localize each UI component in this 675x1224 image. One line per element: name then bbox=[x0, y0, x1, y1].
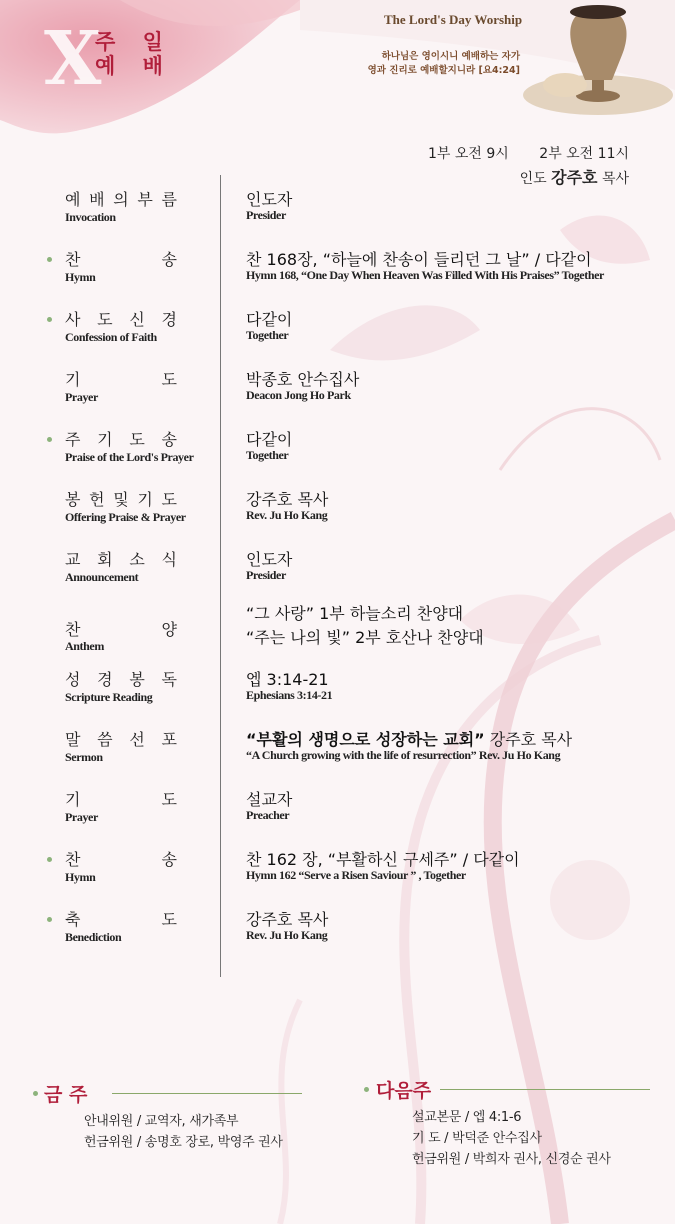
item-detail-english: Preacher bbox=[246, 808, 290, 822]
item-name-char: 주 bbox=[65, 430, 81, 449]
item-name-english: Praise of the Lord's Prayer bbox=[65, 450, 194, 464]
item-detail-korean bbox=[246, 787, 292, 810]
item-name-english: Hymn bbox=[65, 870, 96, 884]
item-detail-text: 박종호 안수집사 bbox=[246, 370, 360, 389]
item-name-char: 찬 bbox=[65, 850, 81, 869]
item-detail-text: 강주호 목사 bbox=[246, 910, 329, 929]
item-name-char: 도 bbox=[161, 370, 177, 389]
item-detail-english: Ephesians 3:14-21 bbox=[246, 688, 333, 702]
item-name-char: 축 bbox=[65, 910, 81, 929]
item-detail-korean bbox=[246, 367, 359, 390]
item-name-english: Announcement bbox=[65, 570, 139, 584]
item-name-korean bbox=[65, 187, 177, 210]
item-name-char: 독 bbox=[161, 670, 177, 689]
item-name-korean bbox=[65, 617, 177, 640]
this-week-bullet bbox=[33, 1091, 38, 1096]
item-detail-text: 강주호 목사 bbox=[246, 490, 329, 509]
order-row bbox=[0, 187, 675, 247]
service-times bbox=[402, 143, 629, 163]
item-detail-korean bbox=[246, 427, 292, 450]
item-name-char: 찬 bbox=[65, 620, 81, 639]
item-name-char: 도 bbox=[161, 490, 177, 509]
item-name-korean bbox=[65, 487, 177, 510]
first-service-time: 1부 오전 9시 bbox=[428, 146, 509, 162]
order-row bbox=[0, 367, 675, 427]
item-name-english: Confession of Faith bbox=[65, 330, 157, 344]
item-detail-text: 엡 3:14-21 bbox=[246, 670, 329, 689]
item-detail-english: Together bbox=[246, 328, 289, 342]
this-week-title: 금 주 bbox=[44, 1084, 88, 1106]
item-name-english: Prayer bbox=[65, 810, 98, 824]
item-name-english: Benediction bbox=[65, 930, 122, 944]
order-row bbox=[0, 907, 675, 967]
this-week-rule bbox=[112, 1093, 302, 1094]
item-name-korean bbox=[65, 427, 177, 450]
item-name-char: 성 bbox=[65, 670, 81, 689]
item-detail-text: “그 사랑” 1부 하늘소리 찬양대 bbox=[246, 604, 464, 623]
item-detail-english: Rev. Ju Ho Kang bbox=[246, 928, 328, 942]
item-name-char: 헌 bbox=[89, 490, 105, 509]
header-cross-mark: X bbox=[44, 16, 102, 102]
item-detail-text: 인도자 bbox=[246, 190, 293, 209]
item-detail-korean bbox=[246, 247, 592, 270]
item-detail-text: 설교자 bbox=[246, 790, 293, 809]
item-name-char: 의 bbox=[113, 190, 129, 209]
order-row bbox=[0, 727, 675, 787]
item-detail-korean bbox=[246, 187, 292, 210]
row-bullet bbox=[47, 857, 52, 862]
item-name-korean bbox=[65, 907, 177, 930]
item-name-char: 교 bbox=[65, 550, 81, 569]
item-detail-english: Hymn 162 “Serve a Risen Saviour ” , Together bbox=[246, 868, 466, 882]
service-leader: 인도 강주호 목사 bbox=[519, 168, 629, 187]
item-detail-korean bbox=[246, 307, 292, 330]
item-name-char: 도 bbox=[161, 910, 177, 929]
item-detail-english: Hymn 168, “One Day When Heaven Was Filled With His Praises” Together bbox=[246, 268, 604, 282]
item-name-char: 선 bbox=[129, 730, 145, 749]
item-name-char: 사 bbox=[65, 310, 81, 329]
item-name-english: Sermon bbox=[65, 750, 103, 764]
item-name-korean bbox=[65, 307, 177, 330]
item-name-char: 포 bbox=[161, 730, 177, 749]
next-week-bullet bbox=[364, 1087, 369, 1092]
item-name-char: 도 bbox=[129, 430, 145, 449]
item-name-char: 기 bbox=[97, 430, 113, 449]
row-bullet bbox=[47, 437, 52, 442]
next-week-item: 기 도 / 박덕준 안수집사 bbox=[412, 1131, 542, 1146]
leader-name: 강주호 bbox=[551, 168, 598, 187]
item-name-char: 찬 bbox=[65, 250, 81, 269]
item-name-char: 도 bbox=[97, 310, 113, 329]
item-detail-text: 강주호 목사 bbox=[484, 730, 573, 749]
item-name-char: 및 bbox=[113, 490, 129, 509]
next-week-rule bbox=[440, 1089, 650, 1090]
item-detail-korean-2: “주는 나의 빛” 2부 호산나 찬양대 bbox=[246, 628, 484, 647]
item-detail-text: 찬 168장, “하늘에 찬송이 들리던 그 날” / 다같이 bbox=[246, 250, 592, 269]
item-name-char: 배 bbox=[89, 190, 105, 209]
item-name-char: 기 bbox=[65, 790, 81, 809]
row-bullet bbox=[47, 917, 52, 922]
item-name-english: Invocation bbox=[65, 210, 116, 224]
item-name-char: 양 bbox=[161, 620, 177, 639]
item-detail-english: Presider bbox=[246, 208, 286, 222]
item-detail-korean bbox=[246, 667, 329, 690]
item-name-char: 부 bbox=[137, 190, 153, 209]
item-name-char: 기 bbox=[137, 490, 153, 509]
item-name-char: 씀 bbox=[97, 730, 113, 749]
item-name-korean bbox=[65, 847, 177, 870]
item-detail-text: 다같이 bbox=[246, 430, 293, 449]
row-bullet bbox=[47, 317, 52, 322]
item-detail-text: 다같이 bbox=[246, 310, 293, 329]
item-name-char: 신 bbox=[129, 310, 145, 329]
item-name-char: 경 bbox=[161, 310, 177, 329]
item-name-char: 도 bbox=[161, 790, 177, 809]
next-week-item: 설교본문 / 엡 4:1-6 bbox=[412, 1110, 522, 1125]
order-row bbox=[0, 787, 675, 847]
item-name-char: 송 bbox=[161, 430, 177, 449]
page-title: 주 일 예 배 bbox=[95, 30, 173, 78]
order-row bbox=[0, 601, 675, 661]
item-detail-korean bbox=[246, 547, 292, 570]
order-row bbox=[0, 487, 675, 547]
item-detail-english: Rev. Ju Ho Kang bbox=[246, 508, 328, 522]
item-name-korean bbox=[65, 667, 177, 690]
item-name-char: 소 bbox=[129, 550, 145, 569]
english-title: The Lord's Day Worship bbox=[384, 12, 523, 27]
header-verse: 하나님은 영이시니 예배하는 자가 영과 진리로 예배할지니라 [요4:24] bbox=[367, 51, 520, 76]
order-row bbox=[0, 427, 675, 487]
item-detail-english: Together bbox=[246, 448, 289, 462]
item-detail-korean bbox=[246, 727, 572, 750]
item-name-char: 봉 bbox=[65, 490, 81, 509]
order-row bbox=[0, 667, 675, 727]
item-name-char: 말 bbox=[65, 730, 81, 749]
item-name-char: 름 bbox=[161, 190, 177, 209]
item-name-char: 회 bbox=[97, 550, 113, 569]
item-name-korean bbox=[65, 547, 177, 570]
item-name-char: 식 bbox=[161, 550, 177, 569]
order-row bbox=[0, 847, 675, 907]
item-detail-english: Presider bbox=[246, 568, 286, 582]
order-row bbox=[0, 547, 675, 607]
item-name-char: 예 bbox=[65, 190, 81, 209]
item-name-korean bbox=[65, 247, 177, 270]
item-detail-english: “A Church growing with the life of resurrection” Rev. Ju Ho Kang bbox=[246, 748, 561, 762]
item-name-english: Anthem bbox=[65, 639, 104, 653]
second-service-time: 2부 오전 11시 bbox=[539, 146, 629, 162]
item-name-korean bbox=[65, 367, 177, 390]
item-detail-text: 인도자 bbox=[246, 550, 293, 569]
order-row bbox=[0, 247, 675, 307]
item-name-english: Prayer bbox=[65, 390, 98, 404]
next-week-item: 헌금위원 / 박희자 권사, 신경순 권사 bbox=[412, 1152, 611, 1167]
item-detail-korean bbox=[246, 907, 328, 930]
item-detail-korean bbox=[246, 847, 520, 870]
item-detail-korean bbox=[246, 601, 463, 624]
item-name-korean bbox=[65, 727, 177, 750]
item-name-char: 송 bbox=[161, 250, 177, 269]
item-detail-text: 찬 162 장, “부활하신 구세주” / 다같이 bbox=[246, 850, 520, 869]
next-week-title: 다음주 bbox=[376, 1080, 432, 1102]
item-name-english: Offering Praise & Prayer bbox=[65, 510, 186, 524]
item-detail-english: Deacon Jong Ho Park bbox=[246, 388, 351, 402]
item-name-english: Scripture Reading bbox=[65, 690, 153, 704]
item-name-char: 경 bbox=[97, 670, 113, 689]
item-name-char: 기 bbox=[65, 370, 81, 389]
row-bullet bbox=[47, 257, 52, 262]
order-row bbox=[0, 307, 675, 367]
item-name-english: Hymn bbox=[65, 270, 96, 284]
this-week-item: 안내위원 / 교역자, 새가족부 bbox=[84, 1114, 239, 1129]
sermon-title: “부활의 생명으로 성장하는 교회” bbox=[246, 730, 485, 749]
this-week-item: 헌금위원 / 송명호 장로, 박영주 권사 bbox=[84, 1135, 283, 1150]
item-name-char: 송 bbox=[161, 850, 177, 869]
item-name-korean bbox=[65, 787, 177, 810]
item-name-char: 봉 bbox=[129, 670, 145, 689]
item-detail-korean bbox=[246, 487, 328, 510]
